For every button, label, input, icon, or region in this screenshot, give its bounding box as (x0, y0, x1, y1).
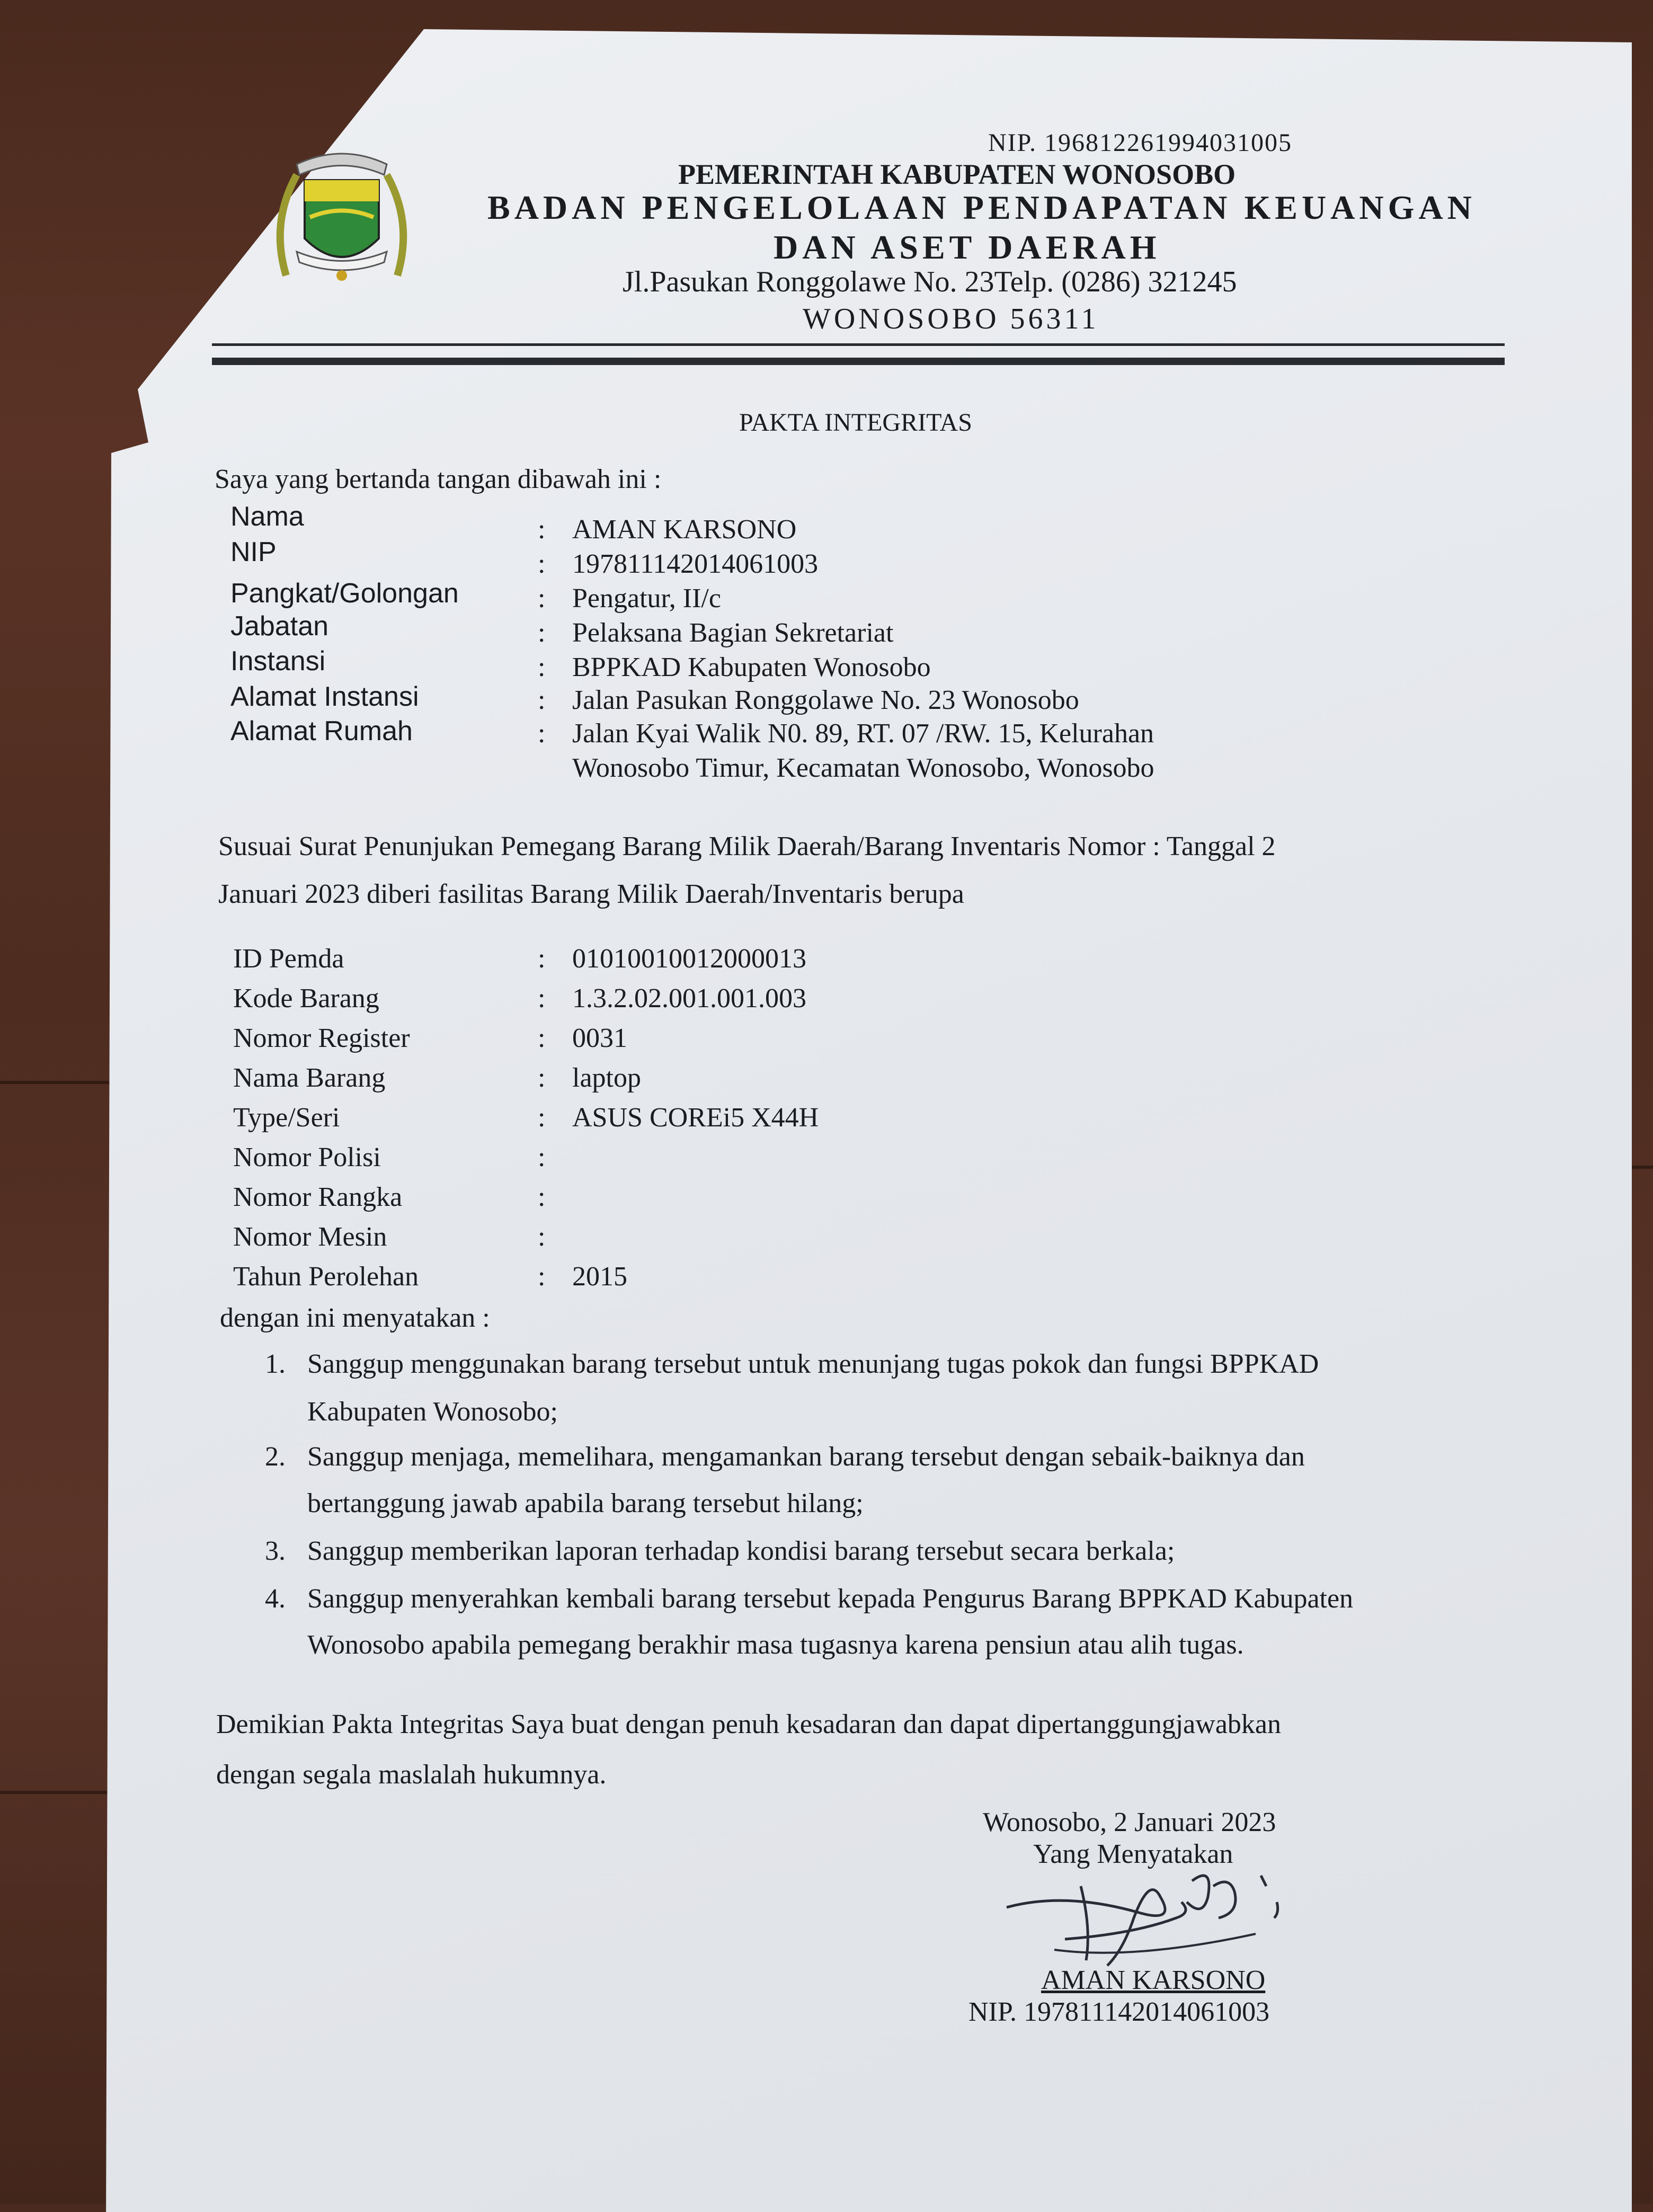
colon: : (538, 944, 546, 974)
statement-number: 3. (265, 1536, 286, 1566)
asset-label: Type/Seri (233, 1103, 340, 1133)
statement-number: 1. (265, 1349, 286, 1379)
colon: : (538, 1103, 546, 1133)
identity-label: Instansi (230, 646, 326, 677)
colon: : (538, 1262, 546, 1292)
identity-value: Jalan Kyai Walik N0. 89, RT. 07 /RW. 15, Kelurahan (572, 718, 1154, 749)
agency-name-line2: DAN ASET DAERAH (774, 228, 1161, 266)
identity-label: Alamat Rumah (230, 716, 413, 747)
government-name: PEMERINTAH KABUPATEN WONOSOBO (678, 158, 1236, 190)
identity-label: Nama (230, 501, 304, 532)
identity-label: Pangkat/Golongan (230, 578, 459, 609)
letterhead-divider-thin (212, 343, 1505, 346)
asset-label: Nama Barang (233, 1063, 386, 1093)
asset-label: Kode Barang (233, 983, 379, 1014)
closing-line: dengan segala maslalah hukumnya. (216, 1760, 607, 1790)
identity-label: Jabatan (230, 611, 329, 642)
colon: : (538, 1222, 546, 1252)
assignment-line: Januari 2023 diberi fasilitas Barang Milik Daerah/Inventaris berupa (218, 879, 964, 909)
wood-plank-line (0, 1081, 117, 1084)
agency-name-line1: BADAN PENGELOLAAN PENDAPATAN KEUANGAN (487, 189, 1476, 226)
signer-name: AMAN KARSONO (1041, 1965, 1266, 1995)
colon: : (538, 983, 546, 1014)
colon: : (538, 1142, 546, 1172)
place-date: Wonosobo, 2 Januari 2023 (983, 1807, 1276, 1837)
asset-value: 2015 (572, 1262, 627, 1292)
asset-label: Tahun Perolehan (233, 1262, 419, 1292)
statement-text: Sanggup memberikan laporan terhadap kondisi barang tersebut secara berkala; (307, 1536, 1175, 1566)
assignment-line: Susuai Surat Penunjukan Pemegang Barang Milik Daerah/Barang Inventaris Nomor : Tanggal 2 (218, 831, 1276, 861)
identity-label: Alamat Instansi (230, 681, 419, 712)
colon: : (538, 1063, 546, 1093)
identity-value: 197811142014061003 (572, 549, 819, 579)
colon: : (538, 1023, 546, 1053)
statement-text: Sanggup menjaga, memelihara, mengamankan barang tersebut dengan sebaik-baiknya dan (307, 1442, 1305, 1472)
asset-label: Nomor Mesin (233, 1222, 387, 1252)
statement-text: Sanggup menggunakan barang tersebut untuk menunjang tugas pokok dan fungsi BPPKAD (307, 1349, 1319, 1379)
handwritten-signature (1001, 1854, 1309, 1976)
statement-text-continued: Kabupaten Wonosobo; (307, 1397, 558, 1427)
identity-value-continued: Wonosobo Timur, Kecamatan Wonosobo, Wonosobo (572, 753, 1154, 783)
signer-role: Yang Menyatakan (1033, 1839, 1233, 1869)
asset-value: 01010010012000013 (572, 944, 806, 974)
regency-emblem-icon (265, 143, 419, 291)
asset-value: 1.3.2.02.001.001.003 (572, 983, 806, 1014)
colon: : (538, 549, 546, 579)
wood-plank-line (0, 1791, 117, 1794)
identity-value: BPPKAD Kabupaten Wonosobo (572, 652, 931, 682)
asset-label: Nomor Rangka (233, 1182, 403, 1212)
colon: : (538, 618, 546, 648)
colon: : (538, 718, 546, 749)
signer-nip: NIP. 197811142014061003 (968, 1997, 1270, 2027)
agency-address: Jl.Pasukan Ronggolawe No. 23Telp. (0286) 321245 (623, 265, 1237, 298)
statement-text-continued: bertanggung jawab apabila barang tersebut hilang; (307, 1488, 864, 1518)
identity-label: NIP (230, 537, 277, 567)
colon: : (538, 685, 546, 715)
agency-city: WONOSOBO 56311 (803, 303, 1099, 335)
identity-value: Jalan Pasukan Ronggolawe No. 23 Wonosobo (572, 685, 1079, 715)
colon: : (538, 1182, 546, 1212)
statement-text-continued: Wonosobo apabila pemegang berakhir masa tugasnya karena pensiun atau alih tugas. (307, 1630, 1244, 1660)
closing-line: Demikian Pakta Integritas Saya buat dengan penuh kesadaran dan dapat dipertanggungjawabkan (216, 1709, 1281, 1739)
identity-value: Pelaksana Bagian Sekretariat (572, 618, 894, 648)
statement-text: Sanggup menyerahkan kembali barang tersebut kepada Pengurus Barang BPPKAD Kabupaten (307, 1584, 1354, 1614)
colon: : (538, 583, 546, 614)
statement-number: 2. (265, 1442, 286, 1472)
asset-value: ASUS COREi5 X44H (572, 1103, 819, 1133)
asset-value: 0031 (572, 1023, 627, 1053)
asset-label: ID Pemda (233, 944, 344, 974)
asset-label: Nomor Register (233, 1023, 410, 1053)
colon: : (538, 514, 546, 545)
statement-number: 4. (265, 1584, 286, 1614)
intro-text: Saya yang bertanda tangan dibawah ini : (215, 464, 662, 494)
document-title: PAKTA INTEGRITAS (739, 408, 972, 437)
declaration-intro: dengan ini menyatakan : (220, 1303, 490, 1333)
letterhead-divider-thick (212, 358, 1505, 365)
identity-value: Pengatur, II/c (572, 583, 721, 614)
asset-label: Nomor Polisi (233, 1142, 381, 1172)
asset-value: laptop (572, 1063, 641, 1093)
header-nip: NIP. 196812261994031005 (988, 129, 1293, 157)
identity-value: AMAN KARSONO (572, 514, 797, 545)
colon: : (538, 652, 546, 682)
